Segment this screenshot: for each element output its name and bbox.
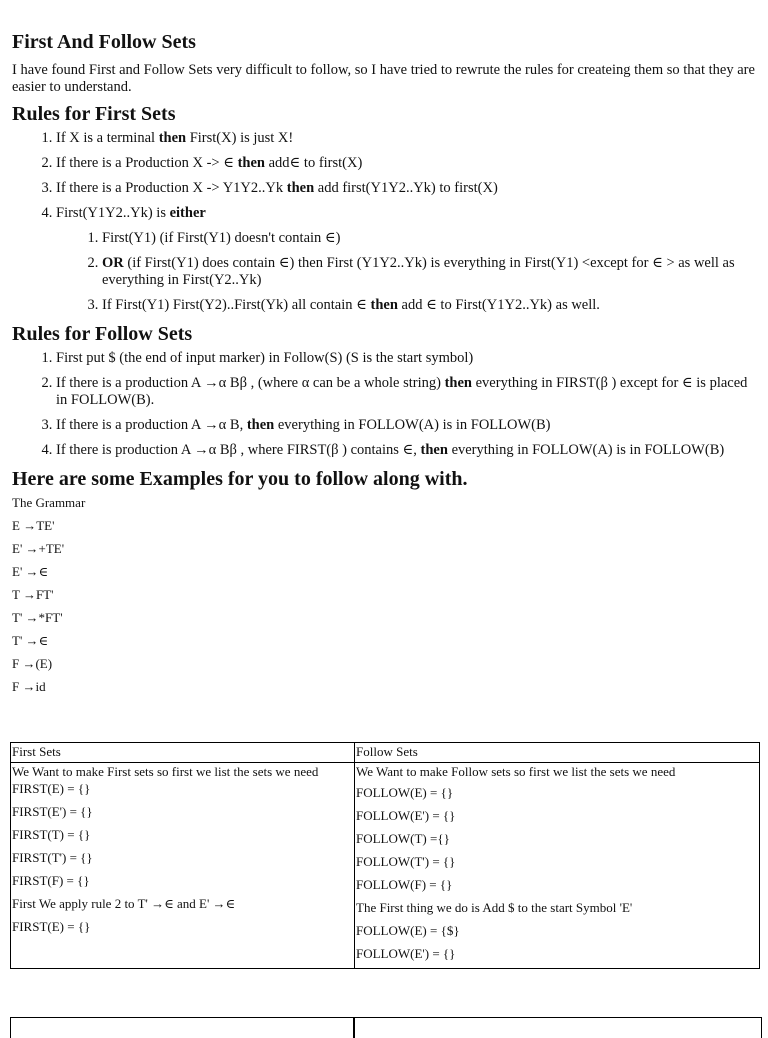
cell-text: We Want to make Follow sets so first we list the sets we need [356, 764, 676, 779]
cell-text: FOLLOW(E) = {} [356, 785, 454, 800]
cell-text: We Want to make First sets so first we list the sets we need [12, 764, 319, 779]
cell-text: FOLLOW(E) = {$} [356, 923, 460, 938]
cell-text: FOLLOW(E') = {} [356, 946, 456, 961]
first-rule-item: 4. First(Y1Y2..Yk) is either 1. First(Y1) (if First(Y1) doesn't contain ∈) 2. OR (if First(Y1) does contain ∈) then First (Y1Y2..Yk) is everything in First(Y1) <except for ∈ > as well as everything in First(Y2..Yk) 3. If First(Y1) First(Y2)..First(Yk) all contain ∈ then add ∈ to First(Y1Y2..Yk) as well. [56, 205, 760, 314]
cell-text: FIRST(E) = {} [12, 919, 91, 934]
first-rule-item: 2. If there is a Production X -> ∈ then add∈ to first(X) [56, 155, 760, 172]
table-row [11, 763, 760, 969]
follow-rule-item: 4. If there is production A →α Bβ , where FIRST(β ) contains ∈, then everything in FOLLOW(A) is in FOLLOW(B) [56, 442, 760, 459]
cell-text: The First thing we do is Add $ to the start Symbol 'E' [356, 900, 633, 915]
follow-sets-header: Follow Sets [355, 743, 760, 763]
first-follow-table [10, 742, 760, 969]
grammar-rule: E' →∈ [12, 564, 49, 579]
first-rule-subitem: 1. First(Y1) (if First(Y1) doesn't contain ∈) [102, 230, 760, 247]
first-rule-subitem: 2. OR (if First(Y1) does contain ∈) then First (Y1Y2..Yk) is everything in First(Y1) <except for ∈ > as well as everything in First(Y2..Yk) [102, 255, 760, 289]
follow-rules-heading: Rules for Follow Sets [12, 323, 193, 345]
cell-text: FIRST(F) = {} [12, 873, 90, 888]
cell-text: FIRST(E) = {} [12, 781, 91, 796]
first-rule-item: 3. If there is a Production X -> Y1Y2..Yk then add first(Y1Y2..Yk) to first(X) [56, 180, 760, 197]
grammar-rule: T' →∈ [12, 633, 49, 648]
cell-text: FOLLOW(E') = {} [356, 808, 456, 823]
first-rule-subitem: 3. If First(Y1) First(Y2)..First(Yk) all contain ∈ then add ∈ to First(Y1Y2..Yk) as well. [102, 297, 760, 314]
cell-text: FIRST(T') = {} [12, 850, 93, 865]
second-table-top [10, 1017, 762, 1038]
cell-text: FIRST(T) = {} [12, 827, 91, 842]
first-rule-sublist [56, 230, 760, 314]
grammar-rule: F →(E) [12, 656, 53, 671]
follow-rules-list [12, 350, 760, 459]
grammar-title: The Grammar [12, 495, 86, 510]
cell-text: FIRST(E') = {} [12, 804, 93, 819]
document-page [12, 0, 760, 701]
follow-rule-item: 1. First put $ (the end of input marker) in Follow(S) (S is the start symbol) [56, 350, 760, 367]
cell-text: First We apply rule 2 to T' →∈ and E' →∈ [12, 896, 236, 911]
cell-text: FOLLOW(F) = {} [356, 877, 453, 892]
table-header-row [11, 743, 760, 763]
first-sets-cell [11, 763, 355, 969]
grammar-rule: T' →*FT' [12, 610, 63, 625]
first-rules-list [12, 130, 760, 314]
follow-sets-cell [355, 763, 760, 969]
cell-text: FOLLOW(T') = {} [356, 854, 456, 869]
intro-paragraph: I have found First and Follow Sets very difficult to follow, so I have tried to rewrute the rules for createing them so that they are easier to understand. [12, 62, 755, 95]
cell-text: FOLLOW(T) ={} [356, 831, 450, 846]
first-rules-heading: Rules for First Sets [12, 103, 176, 125]
grammar-rule: T →FT' [12, 587, 54, 602]
follow-rule-item: 2. If there is a production A →α Bβ , (where α can be a whole string) then everything in FIRST(β ) except for ∈ is placed in FOLLOW(B). [56, 375, 760, 409]
table-divider [353, 1018, 355, 1038]
grammar-rule: E →TE' [12, 518, 55, 533]
grammar-rule: E' →+TE' [12, 541, 65, 556]
follow-rule-item: 3. If there is a production A →α B, then everything in FOLLOW(A) is in FOLLOW(B) [56, 417, 760, 434]
first-rule-item: 1. If X is a terminal then First(X) is just X! [56, 130, 760, 147]
grammar-rule: F →id [12, 679, 46, 694]
page-title: First And Follow Sets [12, 31, 196, 53]
first-sets-header: First Sets [11, 743, 355, 763]
examples-heading: Here are some Examples for you to follow along with. [12, 468, 468, 490]
